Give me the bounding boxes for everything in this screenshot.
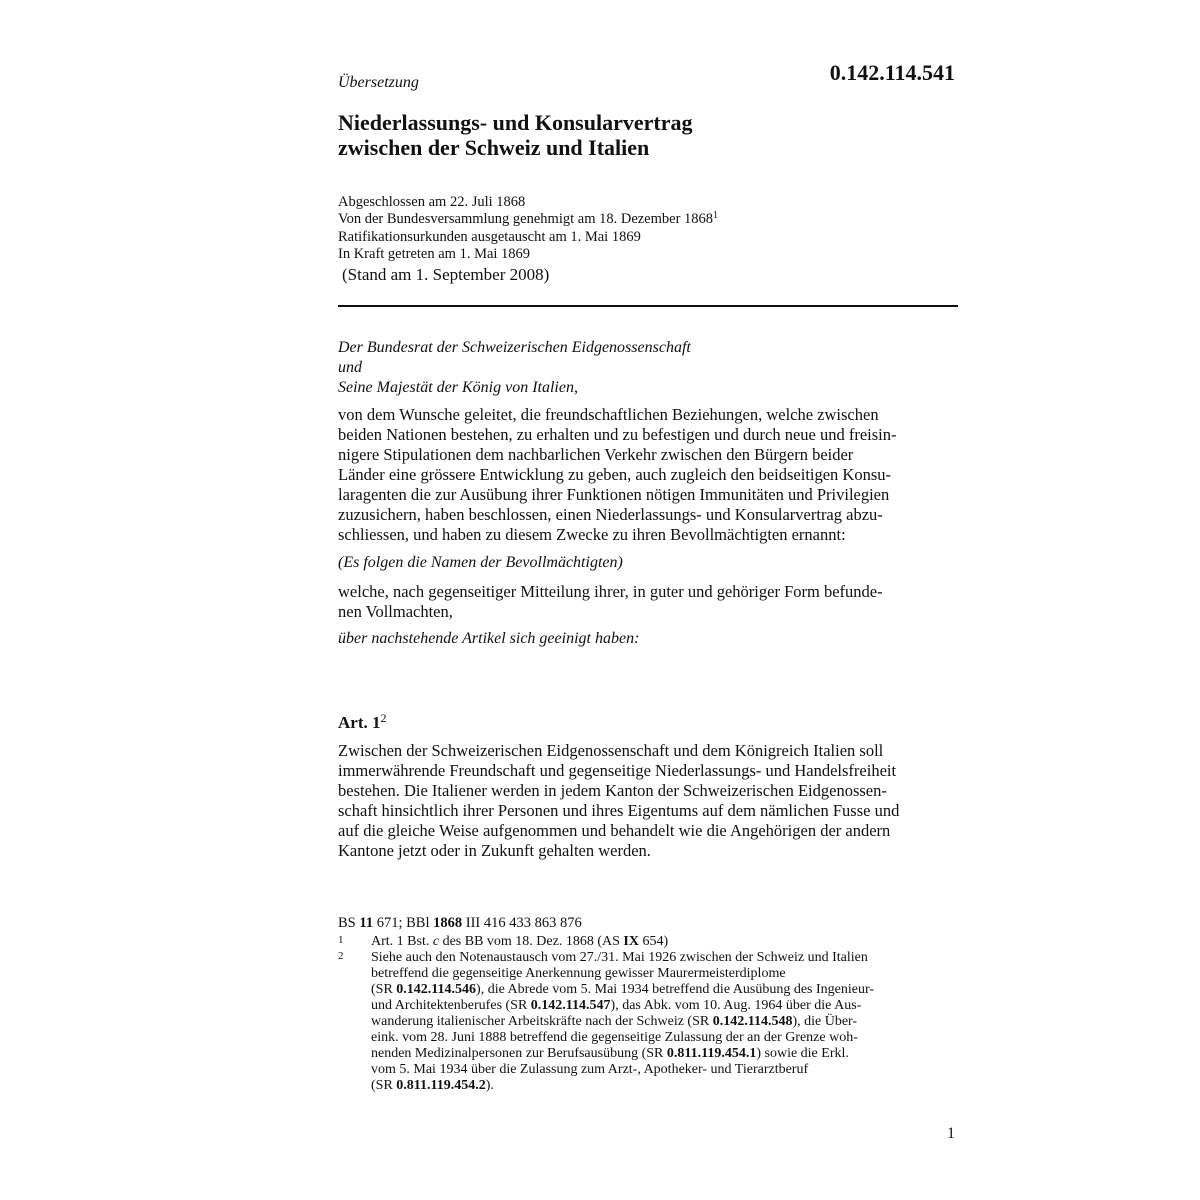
footnote-text: IX (623, 934, 639, 949)
preamble-line: Länder eine grössere Entwicklung zu geben, auch zugleich den beidseitigen Konsu- (338, 465, 892, 484)
article-line: immerwährende Freundschaft und gegenseitige Niederlassungs- und Handelsfreiheit (338, 761, 897, 780)
footnote-line: Siehe auch den Notenaustausch vom 27./31. Mai 1926 zwischen der Schweiz und Italien (371, 950, 868, 965)
agreement-clause: über nachstehende Artikel sich geeinigt haben: (338, 630, 640, 647)
article-line: Zwischen der Schweizerischen Eidgenossenschaft und dem Königreich Italien soll (338, 741, 884, 760)
article-line: Kantone jetzt oder in Zukunft gehalten werden. (338, 841, 651, 860)
article-1-title: Art. 1 (338, 713, 381, 732)
footnote-number: 1 (338, 934, 344, 946)
footnote-line (371, 982, 958, 998)
footnote-text: ), die Über- (792, 1014, 858, 1029)
source-volume: 11 (359, 915, 374, 931)
article-line: auf die gleiche Weise aufgenommen und behandelt wie die Angehörigen der andern (338, 821, 891, 840)
footnote-text: nenden Medizinalpersonen zur Berufsausübung (SR (371, 1046, 667, 1061)
footnote-text: ), die Abrede vom 5. Mai 1934 betreffend die Ausübung des Ingenieur- (476, 982, 875, 997)
footnote-2 (338, 950, 958, 1094)
preamble-line: von dem Wunsche geleitet, die freundschaftlichen Beziehungen, welche zwischen (338, 405, 879, 424)
footnote-text: wanderung italienischer Arbeitskräfte nach der Schweiz (SR (371, 1014, 713, 1029)
party-conjunction: und (338, 359, 362, 376)
footnote-ref-1: 1 (713, 209, 719, 221)
footnote-line: betreffend die gegenseitige Anerkennung gewisser Maurermeisterdiplome (371, 966, 786, 981)
footnote-line (371, 998, 958, 1014)
full-powers-paragraph (338, 582, 955, 622)
translation-label: Übersetzung (338, 74, 419, 91)
sr-reference: 0.811.119.454.1 (666, 1046, 757, 1061)
source-text: 671; BBl (373, 915, 434, 931)
sr-number: 0.142.114.541 (829, 60, 955, 85)
preamble-line: schliessen, und haben zu diesem Zwecke zu ihren Bevollmächtigten ernannt: (338, 525, 846, 544)
footnote-text: (SR (371, 1078, 397, 1093)
footnote-text: des BB vom 18. Dez. 1868 (AS (439, 934, 624, 949)
contracting-parties (338, 338, 691, 398)
preamble-line: laragenten die zur Ausübung ihrer Funktionen nötigen Immunitäten und Privilegien (338, 485, 890, 504)
source-year: 1868 (433, 915, 463, 931)
footnote-number: 2 (338, 950, 344, 962)
in-force-date: In Kraft getreten am 1. Mai 1869 (338, 245, 531, 262)
footnote-text: ) sowie die Erkl. (756, 1046, 849, 1061)
source-text: III 416 433 863 876 (462, 915, 582, 931)
sr-reference: 0.142.114.547 (530, 998, 611, 1013)
footnotes (338, 934, 958, 1094)
status-date: (Stand am 1. September 2008) (342, 265, 550, 284)
document-title (338, 110, 692, 160)
footnote-text: ). (485, 1078, 494, 1093)
horizontal-divider (338, 305, 958, 307)
footnote-line (371, 1078, 958, 1094)
preamble-paragraph (338, 405, 955, 545)
page-number: 1 (947, 1125, 955, 1142)
sr-reference: 0.811.119.454.2 (396, 1078, 486, 1093)
footnote-line: eink. vom 28. Juni 1888 betreffend die gegenseitige Zulassung der an der Grenze woh- (371, 1030, 858, 1045)
sr-reference: 0.142.114.548 (712, 1014, 793, 1029)
footnote-text: und Architektenberufes (SR (371, 998, 531, 1013)
article-1-body (338, 741, 955, 861)
footnote-text: ), das Abk. vom 10. Aug. 1964 über die Aus- (610, 998, 862, 1013)
footnote-text: c (432, 934, 440, 949)
article-line: schaft hinsichtlich ihrer Personen und ihres Eigentums auf dem nämlichen Fusse und (338, 801, 900, 820)
preamble-line: nigere Stipulationen dem nachbarlichen Verkehr zwischen den Bürgern beider (338, 445, 854, 464)
footnote-text: (SR (371, 982, 397, 997)
preamble-line: zuzusichern, haben beschlossen, einen Niederlassungs- und Konsularvertrag abzu- (338, 505, 883, 524)
treaty-metadata (338, 194, 718, 262)
title-line-1: Niederlassungs- und Konsularvertrag (338, 110, 693, 135)
plenipotentiaries-note: (Es folgen die Namen der Bevollmächtigten) (338, 554, 623, 571)
footnote-1 (338, 934, 958, 950)
approval-date (338, 211, 718, 230)
footnote-text: 654) (638, 934, 669, 949)
preamble-line: beiden Nationen bestehen, zu erhalten und zu befestigen und durch neue und freisin- (338, 425, 897, 444)
source-text: BS (338, 915, 360, 931)
party-switzerland: Der Bundesrat der Schweizerischen Eidgenossenschaft (338, 339, 691, 356)
article-line: bestehen. Die Italiener werden in jedem Kanton der Schweizerischen Eidgenossen- (338, 781, 887, 800)
approval-text: Von der Bundesversammlung genehmigt am 18. Dezember 1868 (338, 210, 714, 227)
footnote-line: vom 5. Mai 1934 über die Zulassung zum Arzt-, Apotheker- und Tierarztberuf (371, 1062, 809, 1077)
footnote-text: Art. 1 Bst. (371, 934, 433, 949)
footnote-line (371, 1046, 958, 1062)
footnote-line (371, 1014, 958, 1030)
party-italy: Seine Majestät der König von Italien, (338, 379, 578, 396)
footnote-line (371, 934, 958, 950)
title-line-2: zwischen der Schweiz und Italien (338, 135, 650, 160)
ratification-date: Ratifikationsurkunden ausgetauscht am 1. Mai 1869 (338, 229, 641, 245)
preamble-line: nen Vollmachten, (338, 602, 453, 621)
preamble-line: welche, nach gegenseitiger Mitteilung ihrer, in guter und gehöriger Form befunde- (338, 582, 883, 601)
footnote-ref-2: 2 (380, 711, 387, 725)
article-1-heading (338, 713, 386, 733)
concluded-date: Abgeschlossen am 22. Juli 1868 (338, 194, 526, 210)
source-reference (338, 915, 582, 932)
sr-reference: 0.142.114.546 (396, 982, 477, 997)
